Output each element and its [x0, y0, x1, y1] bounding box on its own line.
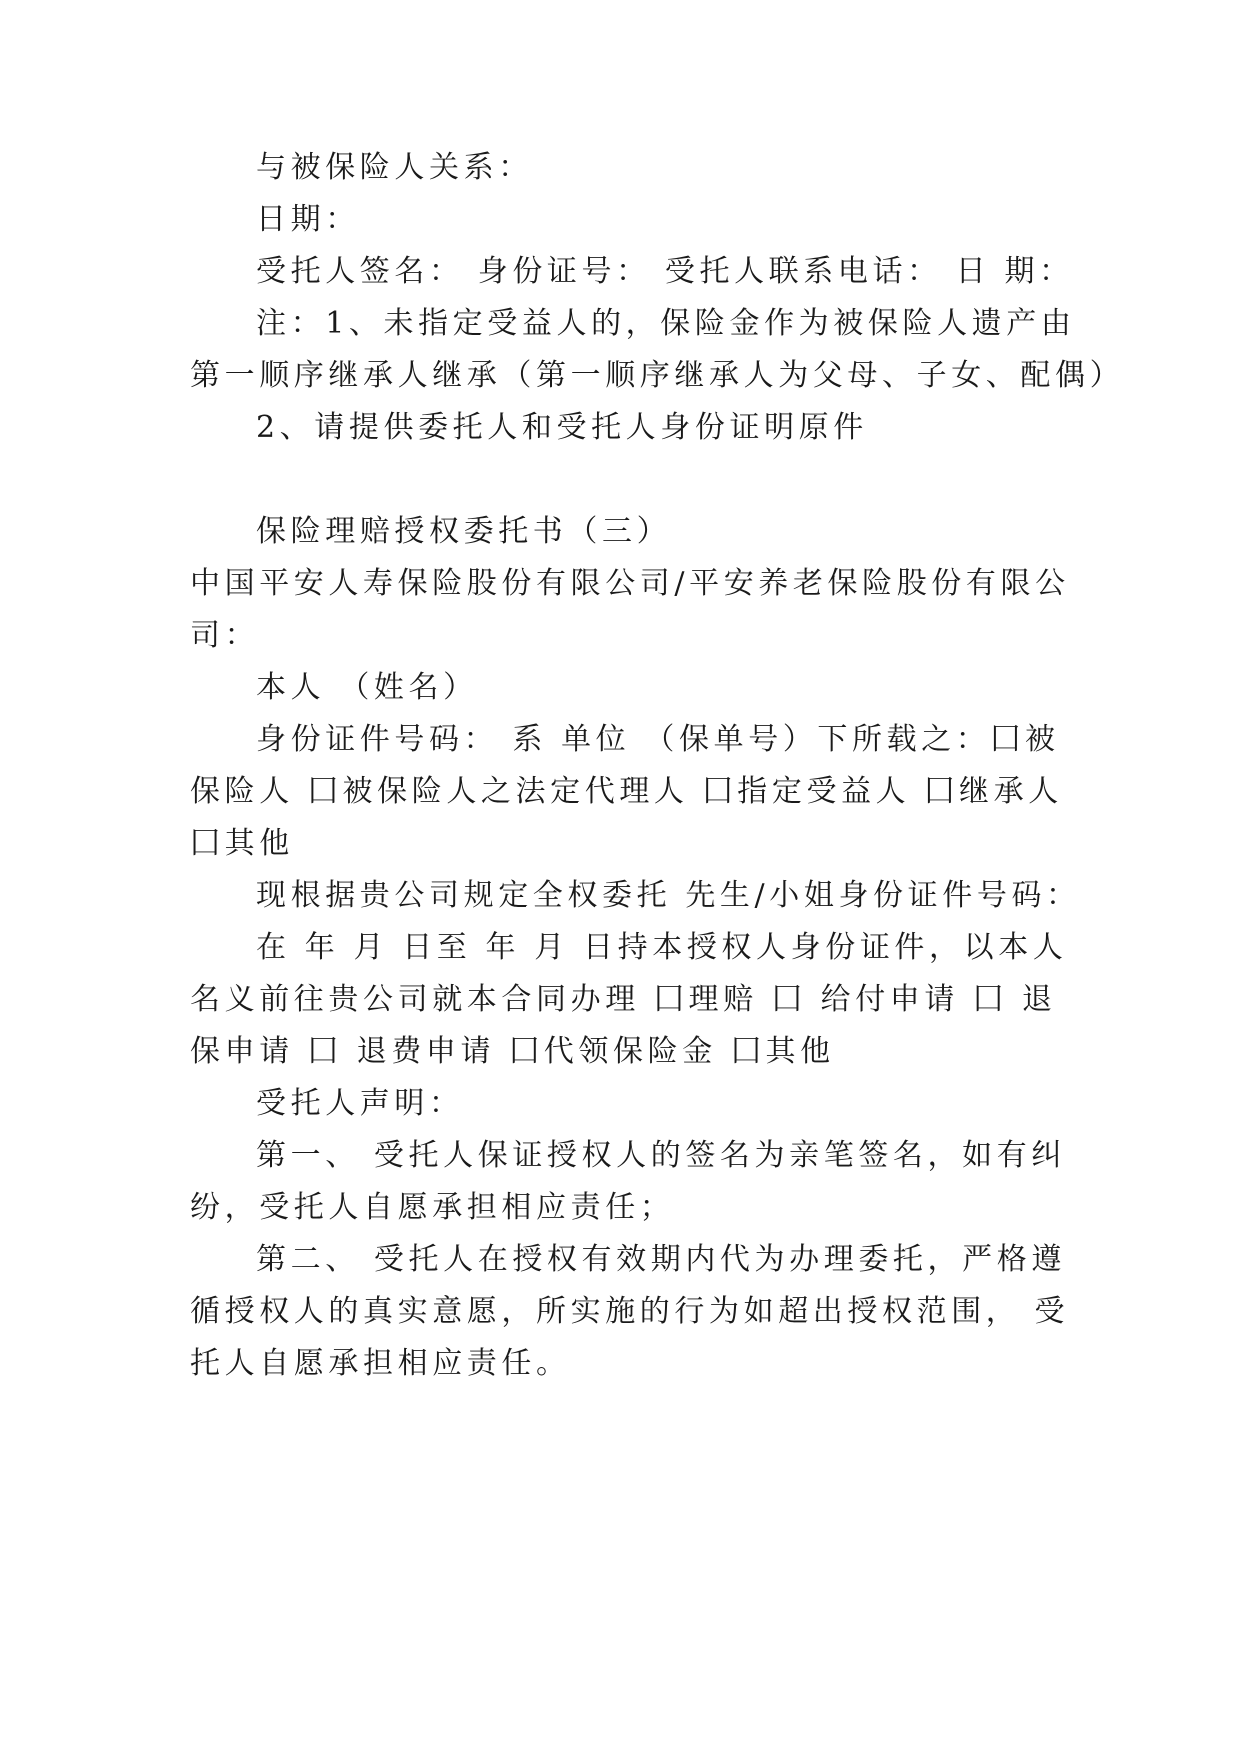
relationship-line: 与被保险人关系：: [256, 150, 533, 185]
role-options-line: 保险人 囗被保险人之法定代理人 囗指定受益人 囗继承人: [190, 774, 1063, 809]
date-line: 日期：: [256, 202, 360, 237]
matters-line: 名义前往贵公司就本合同办理 囗理赔 囗 给付申请 囗 退: [190, 982, 1057, 1017]
declaration-1-line: 第一、 受托人保证授权人的签名为亲笔签名，如有纠: [256, 1138, 1066, 1173]
section-title: 保险理赔授权委托书（三）: [256, 514, 672, 549]
period-line: 在 年 月 日至 年 月 日持本授权人身份证件，以本人: [256, 930, 1068, 965]
agent-signature-line: 受托人签名： 身份证号： 受托人联系电话： 日 期：: [256, 254, 1074, 289]
id-number-line: 身份证件号码： 系 单位 （保单号）下所载之：囗被: [256, 722, 1060, 757]
addressee-line-end: 司：: [190, 618, 260, 653]
declaration-heading: 受托人声明：: [256, 1086, 464, 1121]
declaration-1-end: 纷，受托人自愿承担相应责任；: [190, 1190, 675, 1225]
addressee-line: 中国平安人寿保险股份有限公司/平安养老保险股份有限公: [190, 566, 1070, 601]
note-1-line: 注：1、未指定受益人的，保险金作为被保险人遗产由: [256, 306, 1076, 341]
name-line: 本人 （姓名）: [256, 670, 478, 705]
matters-line-end: 保申请 囗 退费申请 囗代领保险金 囗其他: [190, 1034, 835, 1069]
declaration-2-line: 第二、 受托人在授权有效期内代为办理委托，严格遵: [256, 1242, 1066, 1277]
note-1-continued-line: 第一顺序继承人继承（第一顺序继承人为父母、子女、配偶）: [190, 358, 1125, 393]
declaration-2-continued: 循授权人的真实意愿，所实施的行为如超出授权范围， 受: [190, 1294, 1070, 1329]
note-2-line: 2、请提供委托人和受托人身份证明原件: [256, 410, 868, 445]
authorization-line: 现根据贵公司规定全权委托 先生/小姐身份证件号码：: [256, 878, 1081, 913]
role-other-line: 囗其他: [190, 826, 294, 861]
declaration-2-end: 托人自愿承担相应责任。: [190, 1346, 571, 1381]
